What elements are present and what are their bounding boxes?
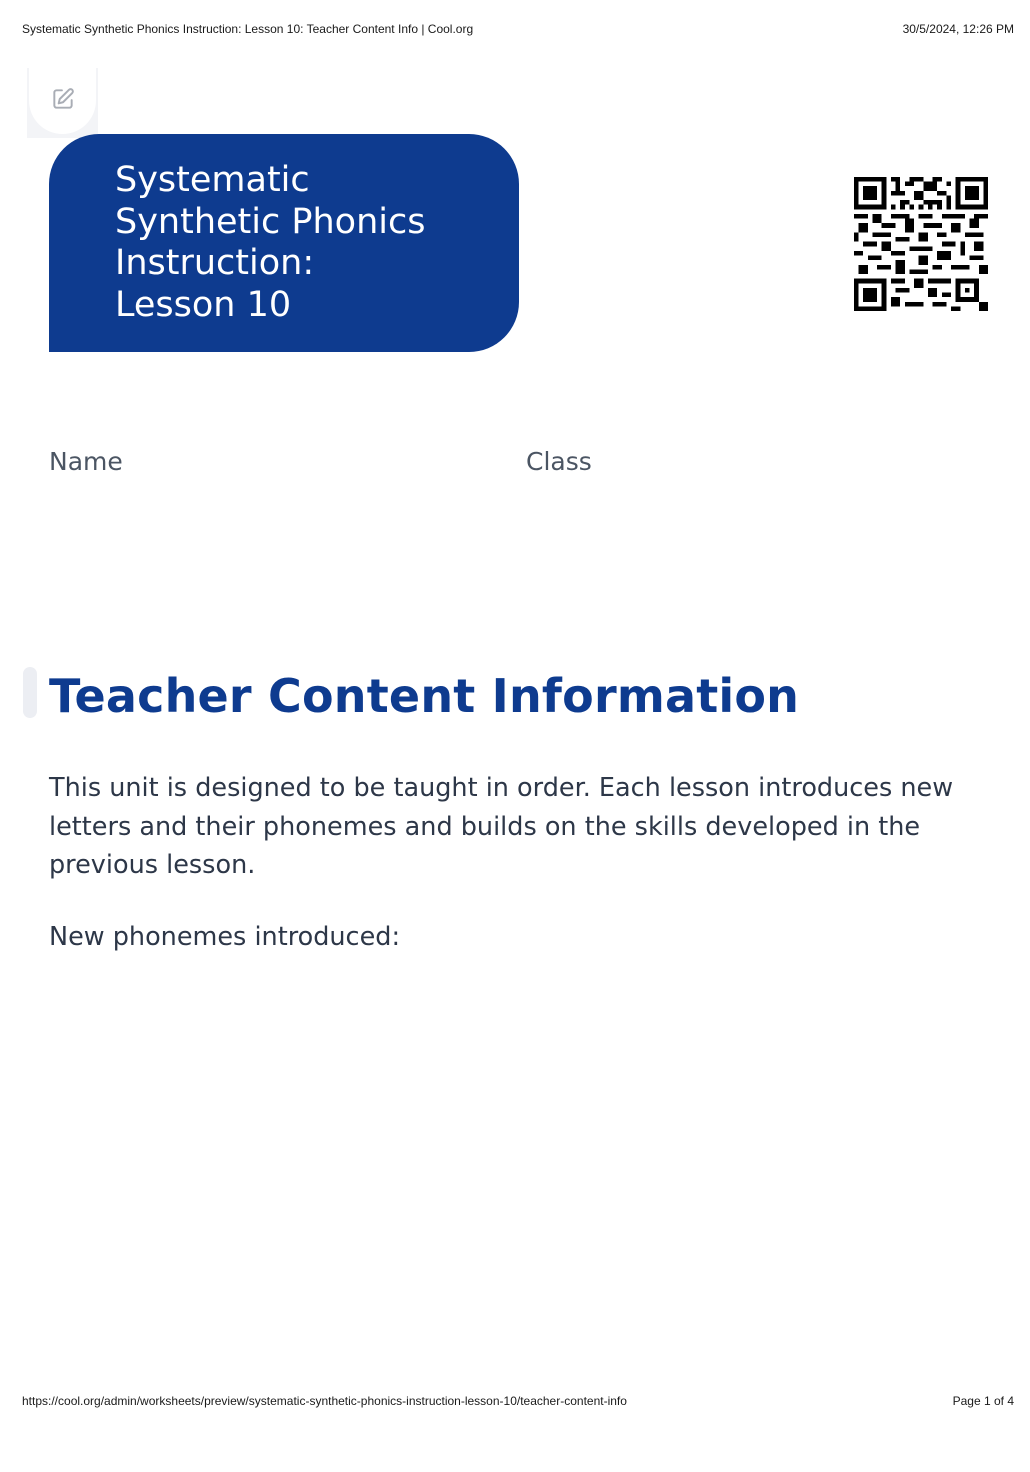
worksheet-title bbox=[115, 160, 519, 326]
intro-paragraph: This unit is designed to be taught in order. Each lesson introduces new letters and their phonemes and builds on the skills developed in the previous lesson. bbox=[49, 773, 954, 880]
class-field-label: Class bbox=[526, 447, 592, 476]
name-field-label: Name bbox=[49, 447, 123, 476]
title-banner bbox=[49, 134, 519, 352]
edit-button[interactable] bbox=[27, 68, 98, 138]
qr-code-icon bbox=[854, 177, 988, 311]
title-line: Instruction: bbox=[115, 243, 315, 283]
print-url: https://cool.org/admin/worksheets/preview/systematic-synthetic-phonics-instruction-lesson-10/teacher-content-info bbox=[22, 1394, 627, 1408]
phonemes-label: New phonemes introduced: bbox=[49, 922, 401, 952]
edit-button-face[interactable] bbox=[29, 68, 96, 134]
title-line: Synthetic Phonics bbox=[115, 201, 426, 242]
print-footer bbox=[0, 1394, 1030, 1414]
page-number: Page 1 of 4 bbox=[952, 1394, 1014, 1408]
title-line: Lesson 10 bbox=[115, 284, 292, 325]
pencil-square-icon bbox=[50, 86, 76, 112]
print-header bbox=[0, 22, 1030, 42]
section-title: Teacher Content Information bbox=[49, 669, 800, 723]
print-page-title: Systematic Synthetic Phonics Instruction: Lesson 10: Teacher Content Info | Cool.org bbox=[22, 22, 474, 36]
section-marker bbox=[23, 667, 37, 718]
title-line: Systematic bbox=[115, 160, 310, 200]
print-datetime: 30/5/2024, 12:26 PM bbox=[902, 22, 1014, 36]
